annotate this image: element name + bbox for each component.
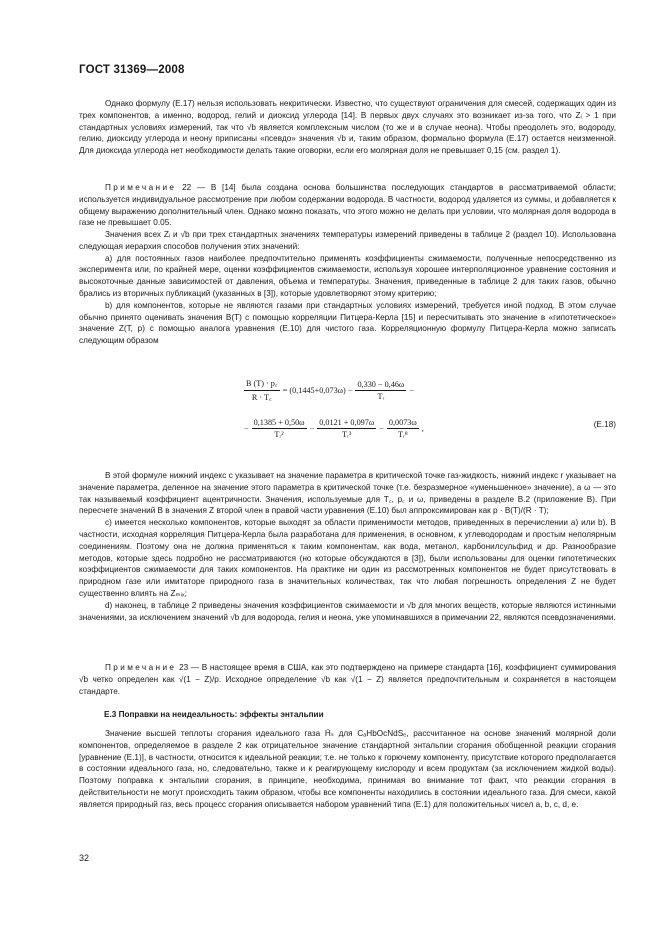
formula-term: = (0,1445+0,073ω) −: [282, 386, 353, 395]
paragraph-text: Однако формулу (Е.17) нельзя использовать некритически. Известно, что существуют ограничения для смесей, содержащих один из трех компонентов, а именно, водород, гелий и диоксид углерода [14]. В первых двух случаях это возникает из-за того, что Zᵢ > 1 при стандартных условиях измерений, так что √b является комплексным числом (то же и в случае неона). Чтобы преодолеть это, водороду, гелию, диоксиду углерода и неону приписаны «псевдо» значения √b и, таким образом, формально формула (Е.17) остается неизменной. Для диоксида углерода нет необходимости делать такие оговорки, если его молярная доля не превышает 0,15 (см. раздел 1).: [79, 99, 616, 156]
note-keyword: Примечание: [105, 183, 177, 192]
note-text: 22 — В [14] была создана основа большинства последующих стандартов в рассматриваемой области; используется индивидуальное рассмотрение при любом содержании водорода. В частности, водород удаляется из суммы, и добавляется к общему выражению дополнительный член. Однако можно показать, что этого можно не делать при условии, что молярная доля водорода в газе не превышает 0.05.: [79, 183, 616, 228]
paragraph-text: Значение высшей теплоты сгорания идеального газа H̄ₛ для CₐHbOcNdSₑ, рассчитанное на основе значений молярной доли компонентов, определяемое в разделе 2 как отрицательное значение стандартной энтальпии сгорания обобщенной реакции сгорания [уравнение (Е.1)], в частности, относится к идеальной реакции; т.е. не только к горючему компоненту, присутствие которого предполагается в состоянии идеального газа, но, следовательно, также и к реагирующему кислороду и всем продуктам (за исключением жидкой воды). Поэтому поправка к энтальпии сгорания, в принципе, необходима, принимая во внимание тот факт, что реакции сгорания в действительности не могут происходить таким образом, чтобы все компоненты находились в состоянии идеального газа. Для смеси, какой является природный газ, весь процесс сгорания описывается набором уравнений типа (Е.1) для положительных чисел a, b, c, d, e.: [79, 729, 616, 809]
formula-minus: −: [409, 386, 414, 395]
formula-minus: −: [309, 424, 315, 433]
note-23: [79, 662, 616, 697]
formula-minus: −: [379, 424, 384, 433]
list-item-b: b) для компонентов, которые не являются газами при стандартных условиях измерений, требуется иной подход. В этом случае обычно принято оценивать значения B(T) с помощью корреляции Питцера-Керла [15] и пересчитывать это значение в «гипотетическое» значение Z(T, p) с помощью аналога уравнения (Е.10) для чистого газа. Корреляционную формулу Питцера-Керла можно записать следующим образом: [79, 300, 616, 346]
fraction-term-4: $\frac{0,0073\omega}{\text{Tᵣ⁸}}$: [388, 418, 417, 439]
document-header: ГОСТ 31369—2008: [79, 64, 185, 76]
fraction-lhs: $\frac{B (T) \cdot p꜀}{R \cdot T꜀}$: [246, 379, 278, 402]
section-heading: Е.3 Поправки на неидеальность: эффекты энтальпии: [104, 710, 324, 719]
list-item-c: с) имеется несколько компонентов, которые выходят за области применимости методов, приведенных в перечислении а) или b). В частности, исходная корреляция Питцера-Керла была разработана для применения, в основном, к углеводородам и простым неполярным соединениям. Поэтому она не должна применяться к таким компонентам, как вода, метанол, карбонилсульфид и др. Разнообразие методов, которые здесь подробно не рассматриваются (но которые обсуждаются в [3]), были использованы для оценки гипотетических коэффициентов сжимаемости для таких компонентов. На практике ни один из рассмотренных компонентов не будет присутствовать в природном газе или имитаторе природного газа в значительных количествах, так что любая погрешность определения Z не будет существенно влиять на Zₘᵢₓ;: [79, 518, 616, 598]
paragraph-enthalpy: [79, 728, 616, 811]
fraction-term-3: $\frac{0,0121 + 0,097\omega}{\text{Tᵣ³}}$: [319, 418, 375, 439]
paragraph-text: Значения всех Zᵢ и √b при трех стандартных значениях температуры измерений приведены в таблице 2 (раздел 10). Использована следующая иерархия способов получения этих значений:: [79, 230, 616, 251]
paragraph-hierarchy: [79, 229, 616, 347]
formula-e18: $\frac{B (T) \cdot p꜀}{R \cdot T꜀}$ = (0,1445+0,073ω) − $\frac{0,330 - 0,46\omega}{\text{Tᵣ}}$ − − $\frac{0,1385 + 0,50\omega}{\text{Tᵣ²}}$ − $\frac{0,0121 + 0,097\omega}{\text{Tᵣ³}}$ − $\frac{0,0073\omega}{\text{Tᵣ⁸}}$ , (Е.18): [244, 379, 616, 439]
paragraph-limitations: [79, 98, 616, 157]
list-item-a: а) для постоянных газов наиболее предпочтительно применять коэффициенты сжимаемости, полученные непосредственно из эксперимента или, по крайней мере, оценки коэффициентов сжимаемости, используя хорошее интерполяционное уравнение состояния и высокоточные данные зависимостей от давления, объема и температуры. Значения, приведенные в таблице 2 для таких газов, обычно брались из вторичных публикаций (указанных в [3]), которые удовлетворяют этому критерию;: [79, 253, 616, 298]
fraction-term-2: $\frac{0,1385 + 0,50\omega}{\text{Tᵣ²}}$: [253, 418, 305, 439]
list-item-d: d) наконец, в таблице 2 приведены значения коэффициентов сжимаемости и √b для многих веществ, которые являются истинными значениями, за исключением значений √b для водорода, гелия и неона, уже упоминавшихся в примечании 22, являются псевдозначениями.: [79, 600, 616, 622]
formula-minus: −: [244, 424, 249, 433]
paragraph-text: В этой формуле нижний индекс c указывает на значение параметра в критической точке газ-жидкость, нижний индекс r указывает на значение параметра, деленное на значение этого параметра в критической точке (т.е. безразмерное «уменьшенное» значение), а ω — это так называемый коэффициент ацентричности. Значения, используемые для T꜀, p꜀ и ω, приведены в разделе В.2 (приложение В). При пересчете значений В в значения Z второй член в правой части уравнения (Е.10) был аппроксимирован как p · B(T)/(R · T);: [79, 471, 616, 516]
page-number: 32: [79, 853, 90, 863]
note-keyword: Примечание: [105, 663, 177, 672]
note-22: [79, 182, 616, 229]
note-text: 23 — В настоящее время в США, как это подтверждено на примере стандарта [16], коэффициент суммирования √b четко определен как √(1 − Z)/p. Исходное определение √b как √(1 − Z) является предпочтительным и сохраняется в настоящем стандарте.: [79, 663, 616, 696]
fraction-term-1: $\frac{0,330 - 0,46\omega}{\text{Tᵣ}}$: [357, 380, 405, 401]
paragraph-explanation: [79, 470, 616, 623]
equation-number: (Е.18): [593, 420, 616, 429]
